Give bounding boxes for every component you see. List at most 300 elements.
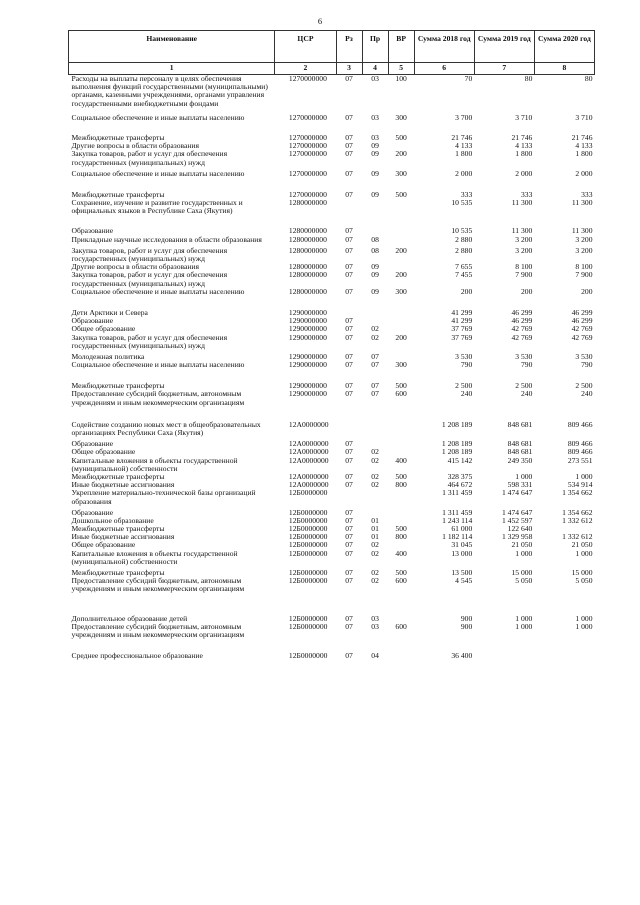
row-sum-2019: 848 681 <box>507 439 533 449</box>
row-sum-2018: 900 <box>460 613 473 623</box>
table-row <box>69 114 595 134</box>
row-sum-2018: 1 208 189 <box>441 419 473 429</box>
row-pr: 07 <box>371 360 379 370</box>
row-sum-2018: 2 880 <box>455 234 473 244</box>
row-rz: 07 <box>345 524 353 534</box>
row-sum-2020: 46 299 <box>571 307 593 317</box>
row-sum-2018: 3 530 <box>455 351 473 361</box>
row-name: Образование <box>71 439 114 449</box>
row-sum-2019: 15 000 <box>511 568 533 577</box>
row-vr: 500 <box>395 132 407 142</box>
row-rz: 07 <box>345 316 353 326</box>
row-rz: 07 <box>345 381 353 391</box>
row-sum-2018: 61 000 <box>451 524 473 534</box>
row-sum-2019: 333 <box>520 189 533 199</box>
row-vr: 500 <box>395 524 407 534</box>
table-row <box>69 489 595 508</box>
row-sum-2018: 1 311 459 <box>442 507 473 517</box>
table-row <box>69 421 595 440</box>
row-rz: 07 <box>345 168 353 178</box>
row-csr: 12Б0000000 <box>288 568 328 577</box>
row-csr: 12А0000000 <box>288 471 329 481</box>
row-pr: 02 <box>371 455 379 465</box>
row-name: Иные бюджетные ассигнования <box>71 532 175 542</box>
table-row <box>69 577 595 614</box>
row-csr: 12А0000000 <box>288 480 329 490</box>
row-rz: 07 <box>345 286 353 296</box>
table-row <box>69 623 595 652</box>
row-rz: 07 <box>345 149 353 159</box>
row-name: Образование <box>71 507 114 517</box>
row-csr: 1290000000 <box>288 381 327 391</box>
row-name: Сохранение, изучение и развитие государственных и официальных языков в Республике Саха (Якутия) <box>71 198 243 216</box>
row-sum-2018: 4 133 <box>455 141 473 151</box>
row-rz: 07 <box>345 540 353 550</box>
row-csr: 12Б0000000 <box>288 651 328 661</box>
row-name: Дополнительное образование детей <box>71 613 188 623</box>
row-sum-2020: 809 466 <box>567 439 593 449</box>
row-sum-2018: 1 800 <box>455 149 473 159</box>
row-pr: 09 <box>371 262 379 272</box>
row-sum-2020: 809 466 <box>567 419 593 429</box>
row-csr: 12Б0000000 <box>288 515 328 525</box>
row-name: Образование <box>71 226 114 236</box>
row-sum-2018: 37 769 <box>451 324 473 334</box>
row-sum-2019: 8 100 <box>515 262 533 272</box>
row-sum-2020: 1 800 <box>575 149 593 159</box>
row-sum-2020: 8 100 <box>575 262 593 272</box>
row-csr: 12Б0000000 <box>288 507 328 517</box>
row-sum-2020: 809 466 <box>567 447 593 457</box>
row-vr: 600 <box>395 621 407 631</box>
row-sum-2019: 1 329 958 <box>501 532 533 542</box>
row-sum-2018: 464 672 <box>447 480 473 490</box>
row-csr: 12Б0000000 <box>288 621 328 631</box>
row-sum-2019: 848 681 <box>507 447 533 457</box>
row-vr: 300 <box>395 286 407 296</box>
row-pr: 09 <box>371 189 379 199</box>
row-csr: 1270000000 <box>288 112 327 122</box>
row-csr: 1280000000 <box>288 234 327 244</box>
row-sum-2019: 80 <box>524 74 533 83</box>
column-number: 3 <box>336 63 362 75</box>
row-rz: 07 <box>345 74 353 83</box>
row-rz: 07 <box>345 189 353 199</box>
row-name: Межбюджетные трансферты <box>71 189 165 199</box>
row-sum-2020: 46 299 <box>571 316 593 326</box>
row-name: Прикладные научные исследования в области образования <box>71 234 262 244</box>
row-rz: 07 <box>345 234 353 244</box>
table-body <box>69 75 595 661</box>
row-sum-2020: 1 332 612 <box>562 532 593 542</box>
row-rz <box>336 489 362 508</box>
row-rz: 07 <box>345 576 353 586</box>
table-row <box>69 390 595 420</box>
row-name: Межбюджетные трансферты <box>71 132 165 142</box>
row-csr: 1290000000 <box>288 307 327 317</box>
row-sum-2020: 2 500 <box>575 381 593 391</box>
row-sum-2018: 790 <box>460 360 473 370</box>
header-pr: Пр <box>362 31 388 63</box>
row-sum-2020: 42 769 <box>571 332 593 342</box>
row-sum-2018: 70 <box>464 74 473 83</box>
row-sum-2020: 1 000 <box>575 548 593 558</box>
row-rz <box>336 199 362 227</box>
row-sum-2018: 3 700 <box>455 112 473 122</box>
row-rz: 07 <box>345 262 353 272</box>
row-sum-2020: 42 769 <box>571 324 593 334</box>
row-name: Иные бюджетные ассигнования <box>71 480 175 490</box>
row-rz: 07 <box>345 132 353 142</box>
row-sum-2018: 200 <box>460 286 473 296</box>
row-csr: 12А0000000 <box>288 439 329 449</box>
row-sum-2019: 2 500 <box>515 381 533 391</box>
row-name: Другие вопросы в области образования <box>71 141 199 151</box>
row-vr: 300 <box>395 168 407 178</box>
row-sum-2018: 13 500 <box>451 568 473 577</box>
row-vr: 200 <box>395 332 407 342</box>
row-sum-2019: 11 300 <box>511 226 533 236</box>
row-pr: 02 <box>371 471 379 481</box>
row-sum-2018: 7 455 <box>455 270 473 280</box>
row-sum-2019: 1 474 647 <box>501 488 533 498</box>
row-sum-2019: 848 681 <box>507 419 533 429</box>
row-sum-2019: 598 331 <box>507 480 533 490</box>
row-csr: 1290000000 <box>288 351 327 361</box>
row-sum-2019: 249 350 <box>507 455 533 465</box>
table-row <box>69 361 595 382</box>
table-row <box>69 652 595 660</box>
row-csr: 12Б0000000 <box>288 576 328 586</box>
row-rz: 07 <box>345 439 353 449</box>
row-pr: 08 <box>371 245 379 255</box>
row-name: Социальное обеспечение и иные выплаты населению <box>71 360 245 370</box>
row-vr: 200 <box>395 270 407 280</box>
row-csr: 12А0000000 <box>288 419 329 429</box>
row-csr: 12А0000000 <box>288 455 329 465</box>
row-vr: 100 <box>395 74 407 83</box>
table-row <box>69 247 595 263</box>
row-name: Предоставление субсидий бюджетным, автономным учреждениям и иным некоммерческим организациям <box>71 576 245 594</box>
row-pr: 08 <box>371 234 379 244</box>
row-name: Молодежная политика <box>71 351 145 361</box>
column-number: 1 <box>69 63 275 75</box>
budget-table <box>68 30 595 660</box>
row-csr: 1270000000 <box>288 149 327 159</box>
row-pr: 02 <box>371 576 379 586</box>
row-pr: 09 <box>371 270 379 280</box>
row-rz: 07 <box>345 112 353 122</box>
row-name: Образование <box>71 316 114 326</box>
row-pr: 04 <box>371 651 379 661</box>
row-sum-2020: 21 746 <box>571 132 593 142</box>
row-name: Предоставление субсидий бюджетным, автономным учреждениям и иным некоммерческим организациям <box>71 389 245 407</box>
row-pr: 02 <box>371 447 379 457</box>
row-sum-2018: 240 <box>460 389 473 399</box>
row-rz: 07 <box>345 613 353 623</box>
row-csr: 1280000000 <box>288 198 327 208</box>
row-vr <box>388 489 414 508</box>
row-sum-2018: 36 400 <box>451 651 473 661</box>
row-sum-2019: 21 050 <box>511 540 533 550</box>
row-sum-2019: 1 000 <box>515 548 533 558</box>
row-sum-2020: 1 354 662 <box>562 507 593 517</box>
row-name: Дошкольное образование <box>71 515 154 525</box>
row-sum-2019: 1 000 <box>515 471 533 481</box>
header-csr: ЦСР <box>275 31 336 63</box>
row-csr: 12Б0000000 <box>288 548 328 558</box>
row-sum-2018: 328 375 <box>447 471 473 481</box>
row-csr: 1280000000 <box>288 226 327 236</box>
column-number-row <box>69 63 595 75</box>
row-pr: 02 <box>371 548 379 558</box>
row-csr: 1290000000 <box>288 316 327 326</box>
row-pr: 02 <box>371 332 379 342</box>
row-rz: 07 <box>345 226 353 236</box>
row-rz: 07 <box>345 471 353 481</box>
row-pr: 03 <box>371 621 379 631</box>
row-sum-2020: 200 <box>581 286 593 296</box>
row-name: Социальное обеспечение и иные выплаты населению <box>71 112 245 122</box>
row-csr: 1290000000 <box>288 332 327 342</box>
row-sum-2018: 13 000 <box>451 548 473 558</box>
row-sum-2020: 80 <box>584 74 593 83</box>
row-sum-2018: 21 746 <box>451 132 473 142</box>
header-sum-2019: Сумма 2019 год <box>474 31 534 63</box>
row-rz: 07 <box>345 270 353 280</box>
row-sum-2019: 3 200 <box>515 234 533 244</box>
row-rz: 07 <box>345 447 353 457</box>
row-sum-2019: 1 000 <box>515 613 533 623</box>
row-vr: 500 <box>395 568 407 577</box>
row-name: Дети Арктики и Севера <box>71 307 148 317</box>
row-sum-2018: 4 545 <box>455 576 473 586</box>
row-sum-2020: 240 <box>581 389 593 399</box>
column-number: 7 <box>474 63 534 75</box>
row-pr: 03 <box>371 132 379 142</box>
row-sum-2019: 42 769 <box>511 324 533 334</box>
row-sum-2020: 3 710 <box>575 112 593 122</box>
row-name: Укрепление материально-технической базы организаций образования <box>71 488 256 506</box>
column-number: 2 <box>275 63 336 75</box>
row-vr <box>388 227 414 235</box>
row-sum-2018: 2 880 <box>455 245 473 255</box>
header-vr: ВР <box>388 31 414 63</box>
row-sum-2019: 7 900 <box>515 270 533 280</box>
row-pr: 07 <box>371 351 379 361</box>
header-row <box>69 31 595 63</box>
row-name: Капитальные вложения в объекты государственной (муниципальной) собственности <box>71 455 238 473</box>
row-pr <box>362 421 388 440</box>
row-pr: 09 <box>371 286 379 296</box>
row-sum-2018: 41 299 <box>451 307 473 317</box>
row-name: Межбюджетные трансферты <box>71 524 165 534</box>
row-csr: 12А0000000 <box>288 447 329 457</box>
row-pr: 07 <box>371 389 379 399</box>
row-sum-2019: 46 299 <box>511 316 533 326</box>
row-sum-2020: 534 914 <box>567 480 593 490</box>
row-vr: 500 <box>395 381 407 391</box>
column-number: 4 <box>362 63 388 75</box>
row-sum-2018: 1 182 114 <box>442 532 473 542</box>
row-sum-2020: 3 200 <box>575 234 593 244</box>
row-name: Социальное обеспечение и иные выплаты населению <box>71 286 245 296</box>
row-pr: 02 <box>371 568 379 577</box>
row-vr <box>388 652 414 660</box>
row-sum-2019: 4 133 <box>515 141 533 151</box>
row-rz: 07 <box>345 621 353 631</box>
row-pr: 03 <box>371 112 379 122</box>
row-sum-2020: 2 000 <box>575 168 593 178</box>
row-vr <box>388 199 414 227</box>
row-vr: 500 <box>395 471 407 481</box>
row-sum-2018: 41 299 <box>451 316 473 326</box>
table-row <box>69 170 595 191</box>
row-name: Среднее профессиональное образование <box>71 651 203 661</box>
row-pr: 01 <box>371 515 379 525</box>
row-sum-2018: 10 535 <box>451 226 473 236</box>
table-row <box>69 334 595 353</box>
row-vr: 400 <box>395 548 407 558</box>
row-pr: 03 <box>371 613 379 623</box>
row-rz: 07 <box>345 141 353 151</box>
row-csr: 12Б0000000 <box>288 540 328 550</box>
row-rz: 07 <box>345 351 353 361</box>
row-name: Межбюджетные трансферты <box>71 471 165 481</box>
row-sum-2019: 1 800 <box>515 149 533 159</box>
row-name: Социальное обеспечение и иные выплаты населению <box>71 168 245 178</box>
row-name: Другие вопросы в области образования <box>71 262 199 272</box>
table-row <box>69 288 595 309</box>
row-sum-2018: 900 <box>460 621 473 631</box>
row-pr: 09 <box>371 149 379 159</box>
row-sum-2020: 21 050 <box>571 540 593 550</box>
row-rz: 07 <box>345 389 353 399</box>
row-sum-2018: 1 243 114 <box>442 515 473 525</box>
row-rz: 07 <box>345 480 353 490</box>
row-sum-2019: 42 769 <box>511 332 533 342</box>
row-sum-2020: 1 332 612 <box>562 515 593 525</box>
row-csr: 1280000000 <box>288 262 327 272</box>
row-csr: 1290000000 <box>288 324 327 334</box>
row-csr: 1270000000 <box>288 189 327 199</box>
row-sum-2020: 3 200 <box>575 245 593 255</box>
row-pr: 03 <box>371 74 379 83</box>
row-sum-2019: 3 530 <box>515 351 533 361</box>
row-vr <box>388 317 414 325</box>
row-rz: 07 <box>345 515 353 525</box>
row-vr: 600 <box>395 389 407 399</box>
row-vr: 300 <box>395 360 407 370</box>
row-sum-2020: 11 300 <box>571 226 593 236</box>
row-name: Закупка товаров, работ и услуг для обеспечения государственных (муниципальных) нужд <box>71 245 228 263</box>
row-sum-2020: 790 <box>581 360 593 370</box>
row-rz: 07 <box>345 360 353 370</box>
row-pr: 09 <box>371 141 379 151</box>
row-pr: 01 <box>371 532 379 542</box>
row-rz: 07 <box>345 332 353 342</box>
row-sum-2019: 1 452 597 <box>501 515 533 525</box>
row-name: Общее образование <box>71 447 136 457</box>
row-sum-2018: 7 655 <box>455 262 473 272</box>
row-sum-2020: 1 354 662 <box>562 488 593 498</box>
row-rz: 07 <box>345 568 353 577</box>
table-row <box>69 150 595 169</box>
row-sum-2020: 333 <box>581 189 593 199</box>
row-rz: 07 <box>345 245 353 255</box>
row-sum-2018: 333 <box>460 189 473 199</box>
row-csr: 12Б0000000 <box>288 532 328 542</box>
row-csr: 1280000000 <box>288 270 327 280</box>
row-sum-2020: 4 133 <box>575 141 593 151</box>
row-csr: 1290000000 <box>288 389 327 399</box>
row-csr: 12Б0000000 <box>288 613 328 623</box>
row-sum-2019: 240 <box>520 389 533 399</box>
row-name: Закупка товаров, работ и услуг для обеспечения государственных (муниципальных) нужд <box>71 270 228 288</box>
row-sum-2018: 1 208 189 <box>441 439 473 449</box>
row-sum-2019: 1 000 <box>515 621 533 631</box>
row-sum-2019: 790 <box>520 360 533 370</box>
row-vr: 200 <box>395 149 407 159</box>
row-sum-2020: 11 300 <box>571 198 593 208</box>
row-sum-2018: 1 311 459 <box>442 488 473 498</box>
row-csr: 1290000000 <box>288 360 327 370</box>
row-pr: 02 <box>371 324 379 334</box>
row-rz: 07 <box>345 507 353 517</box>
row-csr: 1270000000 <box>288 141 327 151</box>
row-name: Закупка товаров, работ и услуг для обеспечения государственных (муниципальных) нужд <box>71 332 228 350</box>
header-rz: Рз <box>336 31 362 63</box>
row-csr: 12Б0000000 <box>288 524 328 534</box>
row-sum-2019: 1 474 647 <box>501 507 533 517</box>
row-name: Общее образование <box>71 540 136 550</box>
table-row <box>69 199 595 227</box>
row-pr: 07 <box>371 381 379 391</box>
row-sum-2019: 200 <box>520 286 533 296</box>
row-pr <box>362 309 388 317</box>
row-pr <box>362 199 388 227</box>
row-sum-2020: 1 000 <box>575 613 593 623</box>
row-sum-2018: 415 142 <box>447 455 473 465</box>
row-vr: 800 <box>395 480 407 490</box>
row-sum-2019: 3 200 <box>515 245 533 255</box>
header-sum-2020: Сумма 2020 год <box>534 31 594 63</box>
row-vr <box>388 440 414 448</box>
table-row <box>69 75 595 114</box>
column-number: 6 <box>414 63 474 75</box>
row-vr: 400 <box>395 455 407 465</box>
row-sum-2019 <box>474 652 534 660</box>
row-vr <box>388 509 414 517</box>
row-sum-2020 <box>534 652 594 660</box>
row-sum-2020: 3 530 <box>575 351 593 361</box>
row-sum-2018: 37 769 <box>451 332 473 342</box>
row-rz <box>336 421 362 440</box>
row-sum-2019: 5 050 <box>515 576 533 586</box>
row-name: Расходы на выплаты персоналу в целях обеспечения выполнения функций государственными (муниципальными) органами, казенными учреждениями, органами управления государственными внебюджетными фондами <box>71 74 268 108</box>
row-csr: 1270000000 <box>288 74 327 83</box>
row-name: Содействие созданию новых мест в общеобразовательных организациях Республики Саха (Якутия) <box>71 419 261 437</box>
header-sum-2018: Сумма 2018 год <box>414 31 474 63</box>
row-name: Межбюджетные трансферты <box>71 568 165 577</box>
table-row <box>69 457 595 473</box>
row-pr: 02 <box>371 540 379 550</box>
row-vr: 200 <box>395 245 407 255</box>
row-sum-2020: 1 000 <box>575 621 593 631</box>
row-csr: 1270000000 <box>288 132 327 142</box>
row-sum-2020: 1 000 <box>575 471 593 481</box>
row-vr <box>388 309 414 317</box>
